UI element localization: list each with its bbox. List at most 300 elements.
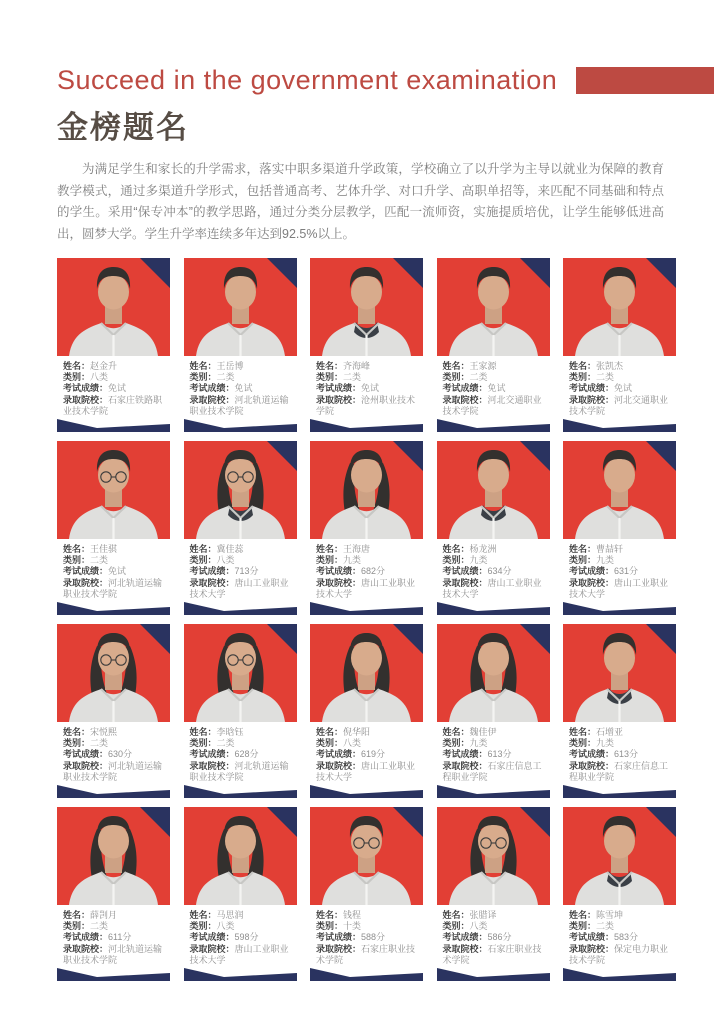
score-label: 考试成绩： (189, 932, 235, 943)
corner-triangle-decoration (140, 807, 170, 837)
bottom-ribbon-decoration (184, 418, 297, 432)
student-score: 免试 (614, 383, 633, 394)
student-info (437, 905, 550, 966)
school-line (63, 578, 166, 600)
score-label: 考试成绩： (63, 566, 109, 577)
student-name: 陈雪坤 (596, 910, 624, 920)
score-label: 考试成绩： (189, 383, 235, 394)
students-grid (57, 258, 676, 981)
name-line (63, 727, 166, 738)
student-school: 唐山工业职业技术大学 (442, 577, 542, 599)
name-line (443, 910, 546, 921)
student-category: 九类 (596, 555, 615, 566)
school-label: 录取院校： (442, 577, 488, 588)
student-info (184, 356, 297, 417)
student-info (437, 539, 550, 600)
bottom-ribbon-decoration (563, 784, 676, 798)
category-label: 类别： (189, 738, 217, 749)
category-line (443, 738, 546, 749)
student-info (563, 905, 676, 966)
student-info (563, 356, 676, 417)
score-line (443, 383, 546, 394)
student-name: 冀佳蕊 (216, 544, 244, 554)
student-score: 免试 (234, 383, 253, 394)
category-label: 类别： (569, 738, 597, 749)
school-label: 录取院校： (569, 760, 615, 771)
student-card (310, 807, 423, 981)
student-name: 薛剀月 (90, 910, 118, 920)
category-label: 类别： (189, 921, 217, 932)
bottom-ribbon-decoration (563, 418, 676, 432)
student-score: 630分 (108, 749, 133, 760)
student-school: 石家庄信息工程职业学院 (442, 760, 542, 782)
student-score: 免试 (108, 566, 127, 577)
name-line (63, 361, 166, 372)
bottom-ribbon-decoration (310, 784, 423, 798)
name-line (190, 544, 293, 555)
student-photo (57, 441, 170, 539)
score-label: 考试成绩： (442, 566, 488, 577)
page-title-chinese: 金榜题名 (57, 110, 189, 145)
student-name: 齐海峰 (343, 361, 371, 371)
category-line (443, 372, 546, 383)
student-school: 河北轨道运输职业技术学院 (189, 760, 289, 782)
name-line (190, 361, 293, 372)
category-label: 类别： (569, 372, 597, 383)
student-name: 张凯杰 (596, 361, 624, 371)
student-portrait-illustration (57, 441, 170, 539)
student-card (563, 441, 676, 615)
category-line (63, 372, 166, 383)
student-photo (57, 258, 170, 356)
score-line (569, 932, 672, 943)
student-name: 李晗钰 (216, 727, 244, 737)
student-score: 613分 (487, 749, 512, 760)
corner-triangle-decoration (520, 441, 550, 471)
category-label: 类别： (316, 555, 344, 566)
student-photo (310, 807, 423, 905)
category-line (316, 921, 419, 932)
school-line (443, 944, 546, 966)
student-photo (184, 807, 297, 905)
student-score: 619分 (361, 749, 386, 760)
score-line (443, 566, 546, 577)
score-line (316, 749, 419, 760)
school-line (190, 578, 293, 600)
score-label: 考试成绩： (63, 383, 109, 394)
student-name: 王岳博 (216, 361, 244, 371)
name-line (190, 910, 293, 921)
category-line (569, 738, 672, 749)
score-label: 考试成绩： (569, 566, 615, 577)
student-name: 马思润 (216, 910, 244, 920)
student-name: 石增亚 (596, 727, 624, 737)
name-label: 姓名： (442, 727, 470, 737)
score-line (569, 383, 672, 394)
category-line (190, 738, 293, 749)
category-label: 类别： (63, 921, 91, 932)
student-score: 免试 (108, 383, 127, 394)
bottom-ribbon-decoration (57, 967, 170, 981)
corner-triangle-decoration (267, 441, 297, 471)
school-line (569, 761, 672, 783)
student-card (437, 807, 550, 981)
student-category: 二类 (90, 921, 109, 932)
student-category: 二类 (216, 372, 235, 383)
score-label: 考试成绩： (63, 932, 109, 943)
bottom-ribbon-decoration (437, 601, 550, 615)
score-line (443, 932, 546, 943)
student-card (184, 258, 297, 432)
corner-triangle-decoration (267, 807, 297, 837)
name-label: 姓名： (569, 727, 597, 737)
score-label: 考试成绩： (316, 383, 362, 394)
student-card (57, 624, 170, 798)
corner-triangle-decoration (520, 807, 550, 837)
bottom-ribbon-decoration (310, 601, 423, 615)
student-score: 588分 (361, 932, 386, 943)
bottom-ribbon-decoration (184, 967, 297, 981)
school-label: 录取院校： (189, 577, 235, 588)
school-label: 录取院校： (63, 394, 109, 405)
student-category: 八类 (343, 738, 362, 749)
bottom-ribbon-decoration (57, 784, 170, 798)
category-label: 类别： (63, 738, 91, 749)
name-line (443, 361, 546, 372)
school-line (63, 944, 166, 966)
student-category: 九类 (469, 738, 488, 749)
name-label: 姓名： (316, 361, 344, 371)
school-line (443, 761, 546, 783)
student-school: 唐山工业职业技术大学 (189, 943, 289, 965)
bottom-ribbon-decoration (563, 601, 676, 615)
category-label: 类别： (189, 372, 217, 383)
corner-triangle-decoration (646, 441, 676, 471)
student-school: 石家庄职业技术学院 (316, 943, 416, 965)
student-school: 唐山工业职业技术大学 (569, 577, 669, 599)
student-school: 河北轨道运输职业技术学院 (63, 943, 163, 965)
score-label: 考试成绩： (316, 932, 362, 943)
category-label: 类别： (63, 555, 91, 566)
student-info (184, 539, 297, 600)
student-name: 杨龙洲 (469, 544, 497, 554)
name-line (190, 727, 293, 738)
school-line (316, 944, 419, 966)
student-name: 张腊译 (469, 910, 497, 920)
student-info (310, 905, 423, 966)
score-line (190, 749, 293, 760)
student-score: 631分 (614, 566, 639, 577)
student-photo (437, 624, 550, 722)
student-school: 河北轨道运输职业技术学院 (63, 577, 163, 599)
score-line (63, 932, 166, 943)
corner-triangle-decoration (393, 441, 423, 471)
bottom-ribbon-decoration (310, 967, 423, 981)
student-photo (563, 441, 676, 539)
student-score: 628分 (234, 749, 259, 760)
score-line (63, 383, 166, 394)
score-label: 考试成绩： (569, 749, 615, 760)
student-card (437, 624, 550, 798)
category-label: 类别： (569, 555, 597, 566)
score-line (569, 566, 672, 577)
student-score: 免试 (487, 383, 506, 394)
school-line (63, 395, 166, 417)
student-score: 583分 (614, 932, 639, 943)
name-line (569, 727, 672, 738)
category-line (569, 555, 672, 566)
score-line (190, 932, 293, 943)
bottom-ribbon-decoration (310, 418, 423, 432)
name-label: 姓名： (442, 544, 470, 554)
score-line (63, 749, 166, 760)
school-line (316, 761, 419, 783)
category-label: 类别： (442, 372, 470, 383)
student-name: 王海唐 (343, 544, 371, 554)
student-score: 713分 (234, 566, 259, 577)
corner-triangle-decoration (140, 624, 170, 654)
school-label: 录取院校： (442, 943, 488, 954)
student-category: 二类 (596, 372, 615, 383)
student-school: 唐山工业职业技术大学 (316, 760, 416, 782)
student-category: 八类 (90, 372, 109, 383)
name-line (443, 727, 546, 738)
student-school: 沧州职业技术学院 (316, 394, 416, 416)
category-line (63, 921, 166, 932)
school-label: 录取院校： (316, 577, 362, 588)
student-category: 二类 (343, 372, 362, 383)
student-info (57, 905, 170, 966)
bottom-ribbon-decoration (437, 418, 550, 432)
school-label: 录取院校： (189, 760, 235, 771)
category-label: 类别： (316, 738, 344, 749)
category-line (443, 555, 546, 566)
score-label: 考试成绩： (569, 383, 615, 394)
student-card (563, 807, 676, 981)
corner-triangle-decoration (520, 258, 550, 288)
corner-triangle-decoration (267, 624, 297, 654)
student-category: 九类 (596, 738, 615, 749)
name-label: 姓名： (569, 544, 597, 554)
student-info (310, 722, 423, 783)
student-photo (310, 441, 423, 539)
category-label: 类别： (316, 921, 344, 932)
name-line (316, 910, 419, 921)
category-line (569, 921, 672, 932)
student-card (184, 624, 297, 798)
category-label: 类别： (189, 555, 217, 566)
student-card (184, 807, 297, 981)
student-info (563, 722, 676, 783)
bottom-ribbon-decoration (437, 784, 550, 798)
student-category: 二类 (90, 738, 109, 749)
student-card (310, 624, 423, 798)
bottom-ribbon-decoration (437, 967, 550, 981)
name-label: 姓名： (189, 727, 217, 737)
student-card (563, 258, 676, 432)
student-photo (563, 624, 676, 722)
school-label: 录取院校： (442, 760, 488, 771)
category-label: 类别： (316, 372, 344, 383)
student-info (437, 356, 550, 417)
student-photo (310, 258, 423, 356)
score-label: 考试成绩： (63, 749, 109, 760)
school-line (63, 761, 166, 783)
student-info (563, 539, 676, 600)
name-label: 姓名： (569, 361, 597, 371)
category-line (63, 738, 166, 749)
student-card (57, 807, 170, 981)
bottom-ribbon-decoration (184, 784, 297, 798)
student-category: 二类 (90, 555, 109, 566)
student-category: 八类 (469, 921, 488, 932)
school-line (443, 578, 546, 600)
bottom-ribbon-decoration (563, 967, 676, 981)
student-school: 河北轨道运输职业技术学院 (63, 760, 163, 782)
name-label: 姓名： (316, 727, 344, 737)
school-label: 录取院校： (63, 943, 109, 954)
score-label: 考试成绩： (189, 749, 235, 760)
title-bar-decoration (576, 67, 714, 94)
student-photo (57, 624, 170, 722)
student-info (57, 539, 170, 600)
category-line (190, 372, 293, 383)
school-label: 录取院校： (442, 394, 488, 405)
score-line (316, 383, 419, 394)
student-card (437, 441, 550, 615)
student-info (310, 539, 423, 600)
student-name: 钱程 (343, 910, 362, 920)
student-photo (310, 624, 423, 722)
student-info (184, 722, 297, 783)
student-category: 九类 (343, 555, 362, 566)
student-name: 赵金升 (90, 361, 118, 371)
corner-triangle-decoration (393, 807, 423, 837)
student-photo (437, 807, 550, 905)
category-line (443, 921, 546, 932)
student-card (184, 441, 297, 615)
student-school: 保定电力职业技术学院 (569, 943, 669, 965)
name-line (569, 361, 672, 372)
name-label: 姓名： (63, 727, 91, 737)
student-category: 二类 (469, 372, 488, 383)
school-line (190, 761, 293, 783)
score-line (443, 749, 546, 760)
student-name: 魏佳伊 (469, 727, 497, 737)
school-label: 录取院校： (316, 394, 362, 405)
student-school: 唐山工业职业技术大学 (189, 577, 289, 599)
corner-triangle-decoration (646, 624, 676, 654)
corner-triangle-decoration (646, 258, 676, 288)
school-line (443, 395, 546, 417)
score-label: 考试成绩： (442, 383, 488, 394)
student-name: 王佳骐 (90, 544, 118, 554)
bottom-ribbon-decoration (184, 601, 297, 615)
student-card (310, 258, 423, 432)
student-category: 二类 (596, 921, 615, 932)
page-title-english: Succeed in the government examination (57, 65, 558, 95)
name-label: 姓名： (189, 544, 217, 554)
category-line (316, 372, 419, 383)
corner-triangle-decoration (520, 624, 550, 654)
student-school: 河北轨道运输职业技术学院 (189, 394, 289, 416)
student-photo (437, 441, 550, 539)
student-info (310, 356, 423, 417)
student-photo (184, 441, 297, 539)
student-school: 石家庄信息工程职业学院 (569, 760, 669, 782)
student-card (437, 258, 550, 432)
bottom-ribbon-decoration (57, 418, 170, 432)
student-school: 石家庄铁路职业技术学院 (63, 394, 163, 416)
corner-triangle-decoration (646, 807, 676, 837)
student-card (563, 624, 676, 798)
name-label: 姓名： (189, 910, 217, 920)
student-school: 河北交通职业技术学院 (442, 394, 542, 416)
score-label: 考试成绩： (316, 749, 362, 760)
score-line (569, 749, 672, 760)
category-line (316, 555, 419, 566)
student-info (57, 722, 170, 783)
school-line (569, 395, 672, 417)
school-label: 录取院校： (189, 394, 235, 405)
school-label: 录取院校： (316, 760, 362, 771)
corner-triangle-decoration (267, 258, 297, 288)
name-label: 姓名： (316, 910, 344, 920)
name-label: 姓名： (189, 361, 217, 371)
corner-triangle-decoration (393, 258, 423, 288)
student-photo (563, 807, 676, 905)
category-line (316, 738, 419, 749)
student-category: 八类 (216, 555, 235, 566)
score-line (316, 932, 419, 943)
student-score: 免试 (361, 383, 380, 394)
student-name: 宋悦熙 (90, 727, 118, 737)
intro-paragraph: 为满足学生和家长的升学需求，落实中职多渠道升学政策，学校确立了以升学为主导以就业为保障的教育教学模式，通过多渠道升学形式，包括普通高考、艺体升学、对口升学、高职单招等，来匹配不同基础和特点的学生。采用“保专冲本”的教学思路，通过分类分层教学，匹配一流师资，实施提质培优，让学生能够低进高出，圆梦大学。学生升学率连续多年达到92.5%以上。 (57, 162, 664, 241)
category-line (63, 555, 166, 566)
name-label: 姓名： (442, 910, 470, 920)
school-line (316, 395, 419, 417)
page-header (57, 64, 720, 147)
name-line (63, 544, 166, 555)
student-school: 石家庄职业技术学院 (442, 943, 542, 965)
student-category: 九类 (469, 555, 488, 566)
school-label: 录取院校： (63, 577, 109, 588)
student-score: 586分 (487, 932, 512, 943)
bottom-ribbon-decoration (57, 601, 170, 615)
student-school: 唐山工业职业技术大学 (316, 577, 416, 599)
score-label: 考试成绩： (569, 932, 615, 943)
name-label: 姓名： (442, 361, 470, 371)
name-label: 姓名： (63, 361, 91, 371)
score-line (190, 383, 293, 394)
student-category: 二类 (216, 738, 235, 749)
student-name: 曹喆轩 (596, 544, 624, 554)
student-score: 613分 (614, 749, 639, 760)
category-line (190, 921, 293, 932)
student-score: 682分 (361, 566, 386, 577)
school-line (569, 578, 672, 600)
student-info (57, 356, 170, 417)
score-line (316, 566, 419, 577)
score-label: 考试成绩： (316, 566, 362, 577)
school-label: 录取院校： (63, 760, 109, 771)
score-line (63, 566, 166, 577)
school-line (316, 578, 419, 600)
score-label: 考试成绩： (442, 932, 488, 943)
school-line (190, 944, 293, 966)
category-line (190, 555, 293, 566)
school-label: 录取院校： (316, 943, 362, 954)
